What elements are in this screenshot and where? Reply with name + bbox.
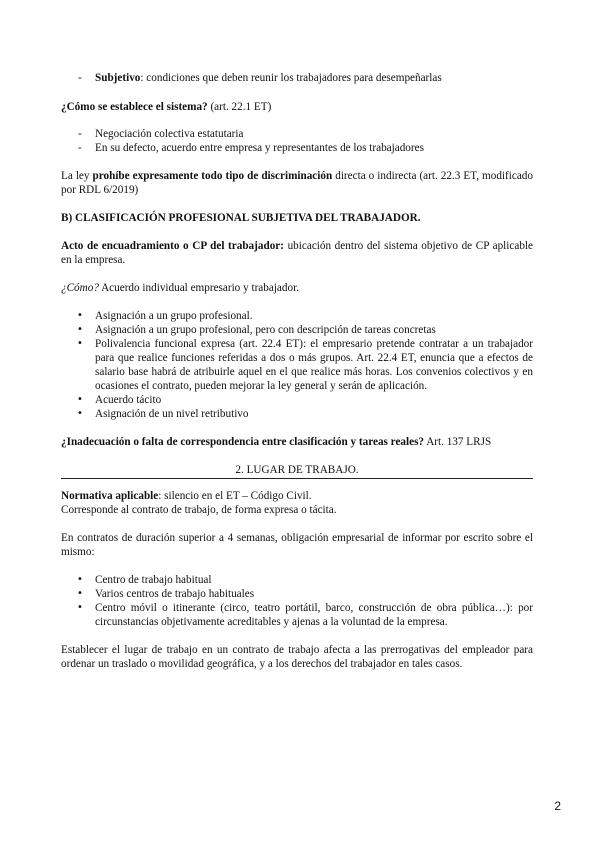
page-number: 2 bbox=[554, 799, 561, 813]
asignacion-list bbox=[61, 309, 533, 421]
list-item: • Asignación a un grupo profesional, pero con descripción de tareas concretas bbox=[61, 323, 533, 337]
list-item: • Polivalencia funcional expresa (art. 22.4 ET): el empresario pretende contratar a un trabajador para que realice funciones referidas a dos o más grupos. Art. 22.4 ET, enuncia que a efectos de salario base habrá de atribuirle aquel en el que realice más horas. Los convenios colectivos y en ocasiones el contrato, pueden mejorar la ley general y serán de aplicación. bbox=[61, 337, 533, 393]
normativa-paragraph: Normativa aplicable: silencio en el ET – Código Civil. bbox=[61, 490, 312, 502]
section-2-title: 2. LUGAR DE TRABAJO. bbox=[61, 463, 533, 479]
sistema-list bbox=[61, 127, 533, 155]
inadecuacion-paragraph: ¿Inadecuación o falta de correspondencia entre clasificación y tareas reales? Art. 137 LRJS bbox=[61, 436, 492, 448]
list-item: • Centro móvil o itinerante (circo, teatro portátil, barco, construcción de obra pública…): por circunstancias objetivamente acreditables y ajenas a la voluntad de la empresa. bbox=[61, 601, 533, 629]
list-item: • Centro de trabajo habitual bbox=[61, 573, 533, 587]
sistema-question: ¿Cómo se establece el sistema? (art. 22.1 ET) bbox=[61, 101, 272, 113]
list-item: - En su defecto, acuerdo entre empresa y representantes de los trabajadores bbox=[61, 141, 533, 155]
establecer-paragraph: Establecer el lugar de trabajo en un contrato de trabajo afecta a las prerrogativas del empleador para ordenar un traslado o movilidad geográfica, y a los derechos del trabajador en tales casos. bbox=[61, 644, 533, 670]
corresponde-paragraph: Corresponde al contrato de trabajo, de forma expresa o tácita. bbox=[61, 504, 337, 516]
document-page bbox=[61, 0, 533, 671]
section-b-title: B) CLASIFICACIÓN PROFESIONAL SUBJETIVA DEL TRABAJADOR. bbox=[61, 212, 421, 224]
subjetivo-list bbox=[61, 71, 533, 85]
como-paragraph: ¿Cómo? Acuerdo individual empresario y trabajador. bbox=[61, 282, 299, 294]
list-item: • Varios centros de trabajo habituales bbox=[61, 587, 533, 601]
list-item: - Negociación colectiva estatutaria bbox=[61, 127, 533, 141]
list-item: • Asignación de un nivel retributivo bbox=[61, 407, 533, 421]
list-item: • Asignación a un grupo profesional. bbox=[61, 309, 533, 323]
ley-paragraph: La ley prohíbe expresamente todo tipo de discriminación directa o indirecta (art. 22.3 ET, modificado por RDL 6/2019) bbox=[61, 170, 533, 196]
encuadramiento-definition: Acto de encuadramiento o CP del trabajador: ubicación dentro del sistema objetivo de CP aplicable en la empresa. bbox=[61, 240, 533, 266]
subjetivo-item: - Subjetivo: condiciones que deben reunir los trabajadores para desempeñarlas bbox=[61, 71, 533, 85]
contratos-paragraph: En contratos de duración superior a 4 semanas, obligación empresarial de informar por escrito sobre el mismo: bbox=[61, 532, 533, 558]
list-item: • Acuerdo tácito bbox=[61, 393, 533, 407]
centro-list bbox=[61, 573, 533, 629]
